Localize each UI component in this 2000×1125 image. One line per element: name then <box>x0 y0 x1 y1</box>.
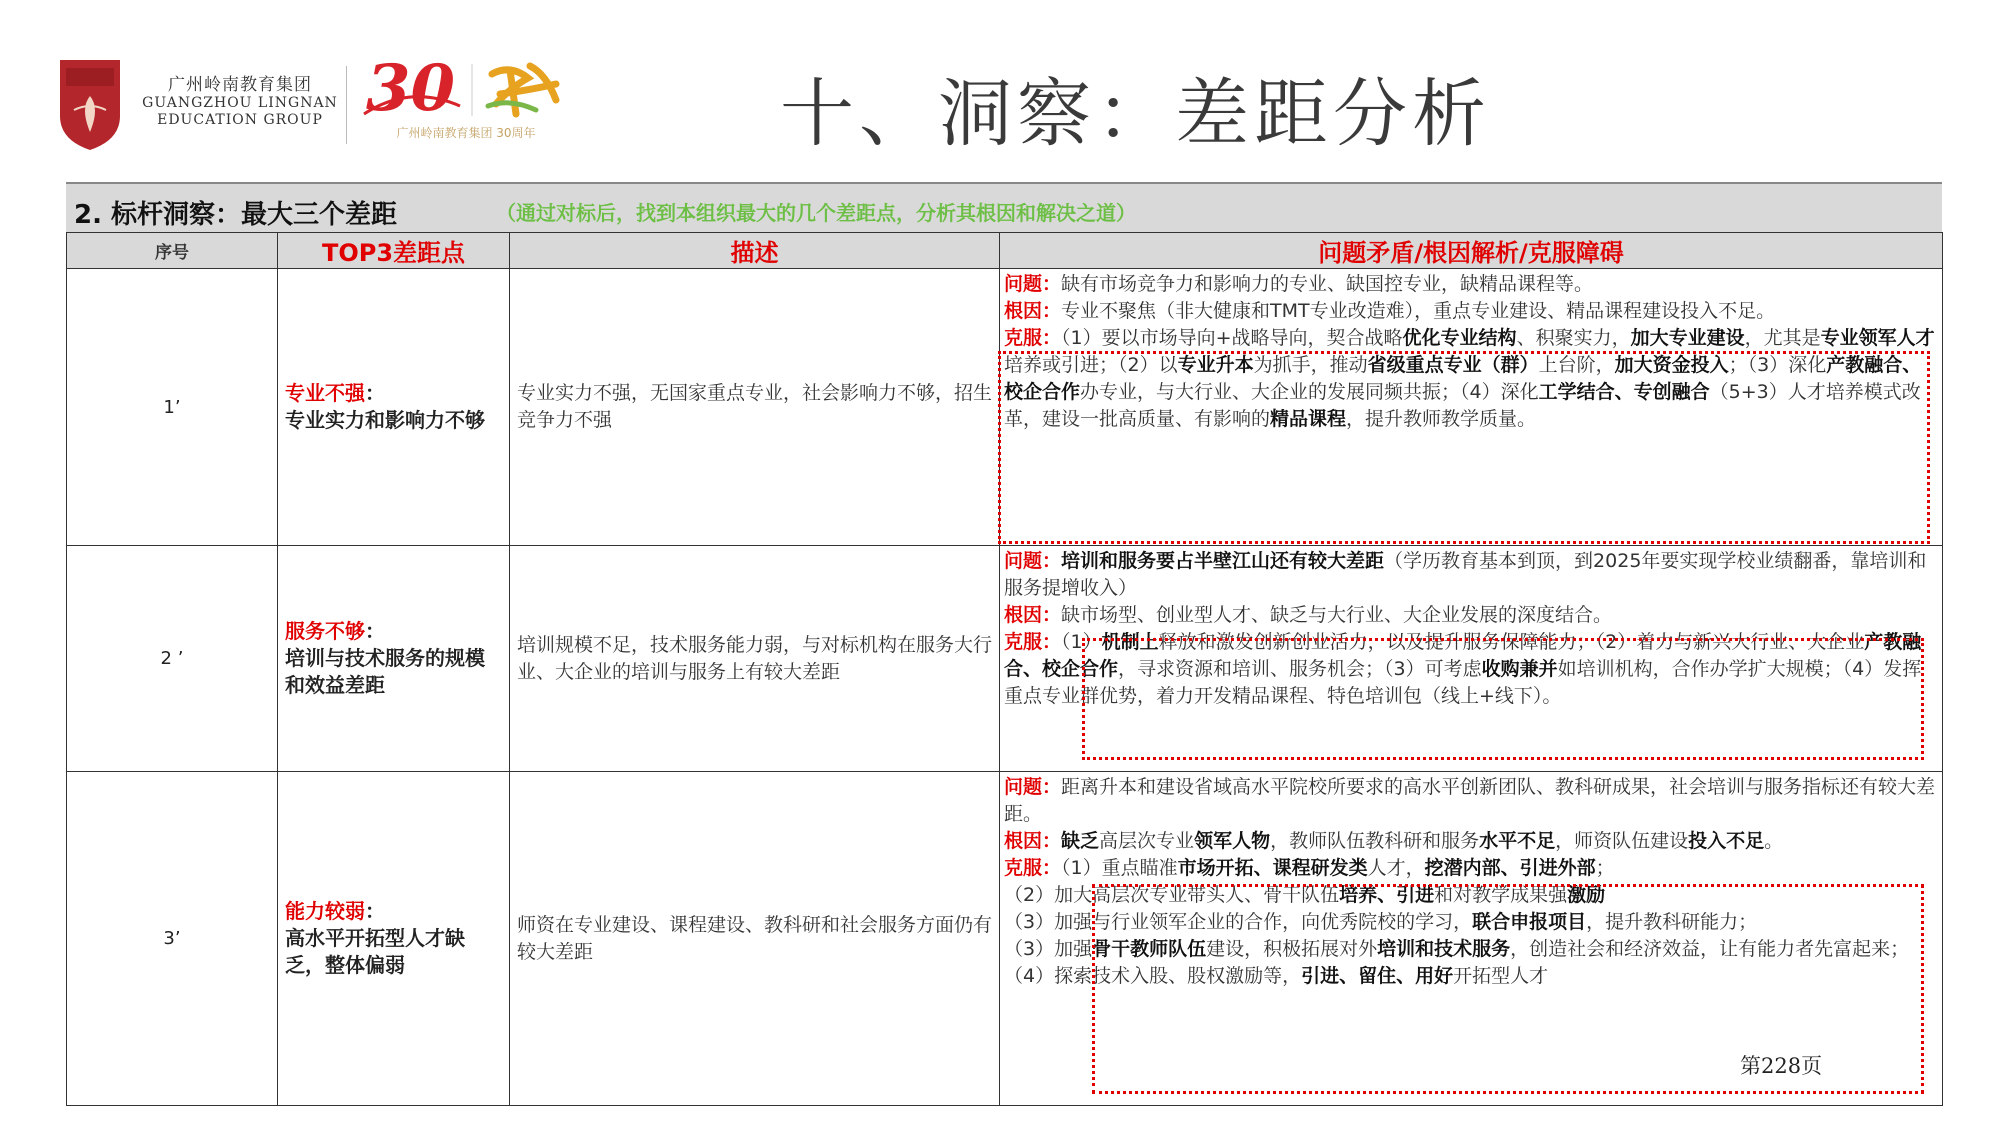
column-header-desc: 描述 <box>510 233 1000 269</box>
table-header-row <box>67 233 1943 269</box>
table-row <box>67 546 1943 772</box>
header-divider <box>346 66 347 144</box>
overcome-line-5: （4）探索技术入股、股权激励等，引进、留住、用好开拓型人才 <box>1004 965 1549 987</box>
lingnan-logo-shield <box>56 56 124 152</box>
gap-label: 能力较弱 <box>285 899 365 923</box>
table-row <box>67 269 1943 546</box>
page-number: 第228页 <box>1740 1054 1823 1078</box>
analysis-cell <box>1000 546 1943 772</box>
gap-table <box>66 232 1943 1106</box>
root-cause-line: 根因：缺市场型、创业型人才、缺乏与大行业、大企业发展的深度结合。 <box>1004 604 1613 626</box>
overcome-line-2: （2）加大高层次专业带头人、骨干队伍培养、引进和对教学成果强激励 <box>1004 884 1606 906</box>
gap-label: 服务不够 <box>285 619 365 643</box>
gap-point-cell <box>278 772 510 1106</box>
section-note: （通过对标后，找到本组织最大的几个差距点，分析其根因和解决之道） <box>496 201 1136 225</box>
problem-line: 问题：缺有市场竞争力和影响力的专业、缺国控专业，缺精品课程等。 <box>1004 273 1594 295</box>
problem-line: 问题：距离升本和建设省域高水平院校所要求的高水平创新团队、教科研成果，社会培训与服务指标还有较大差距。 <box>1004 776 1936 825</box>
root-cause-line: 根因：缺乏高层次专业领军人物，教师队伍教科研和服务水平不足，师资队伍建设投入不足。 <box>1004 830 1784 852</box>
overcome-line: 克服：（1）要以市场导向+战略导向，契合战略优化专业结构、积聚实力，加大专业建设，尤其是专业领军人才培养或引进；（2）以专业升本为抓手，推动省级重点专业（群）上台阶，加大资金投入；（3）深化产教融合、校企合作办专业，与大行业、大企业的发展同频共振；（4）深化工学结合、专创融合（5+3）人才培养模式改革，建设一批高质量、有影响的精品课程，提升教师教学质量。 <box>1004 327 1935 430</box>
row-seq: 1’ <box>67 269 278 546</box>
root-cause-line: 根因：专业不聚焦（非大健康和TMT专业改造难），重点专业建设、精品课程建设投入不足。 <box>1004 300 1776 322</box>
problem-line: 问题：培训和服务要占半壁江山还有较大差距（学历教育基本到顶，到2025年要实现学校业绩翻番，靠培训和服务提增收入） <box>1004 550 1927 599</box>
table-row <box>67 772 1943 1106</box>
brand-name-cn: 广州岭南教育集团 <box>168 75 312 95</box>
description-cell <box>510 772 1000 1106</box>
gap-point: 专业不强： 专业实力和影响力不够 <box>285 381 485 432</box>
overcome-line-3: （3）加强与行业领军企业的合作，向优秀院校的学习，联合申报项目，提升教科研能力； <box>1004 911 1758 933</box>
page-header <box>0 0 2000 180</box>
gap-detail: 高水平开拓型人才缺乏，整体偏弱 <box>285 926 465 977</box>
brand-block <box>140 70 340 129</box>
gap-detail: 专业实力和影响力不够 <box>285 408 485 432</box>
gap-label: 专业不强 <box>285 381 365 405</box>
section-header-bar <box>66 182 1942 232</box>
gap-point: 服务不够： 培训与技术服务的规模和效益差距 <box>285 619 485 697</box>
page-title: 十、洞察：差距分析 <box>780 71 1491 157</box>
gap-description: 师资在专业建设、课程建设、教科研和社会服务方面仍有较大差距 <box>517 913 993 963</box>
gap-description: 专业实力不强，无国家重点专业，社会影响力不够，招生竞争力不强 <box>517 382 993 431</box>
svg-text:30: 30 <box>366 51 456 126</box>
gap-detail: 培训与技术服务的规模和效益差距 <box>285 646 485 697</box>
description-cell <box>510 546 1000 772</box>
gap-description: 培训规模不足，技术服务能力弱，与对标机构在服务大行业、大企业的培训与服务上有较大差距 <box>517 633 993 683</box>
section-title: 2. 标杆洞察：最大三个差距 <box>74 200 398 230</box>
description-cell <box>510 269 1000 546</box>
analysis-cell <box>1000 269 1943 546</box>
column-header-seq: 序号 <box>67 233 278 269</box>
gap-point: 能力较弱： 高水平开拓型人才缺乏，整体偏弱 <box>285 899 465 977</box>
row-seq: 2 ’ <box>67 546 278 772</box>
overcome-line: 克服：（1）机制上释放和激发创新创业活力，以及提升服务保障能力；（2）着力与新兴大行业、大企业产教融合、校企合作，寻求资源和培训、服务机会；（3）可考虑收购兼并如培训机构，合作办学扩大规模；（4）发挥重点专业群优势，着力开发精品课程、特色培训包（线上+线下）。 <box>1004 631 1922 707</box>
overcome-line-4: （3）加强骨干教师队伍建设，积极拓展对外培训和技术服务，创造社会和经济效益，让有能力者先富起来； <box>1004 938 1910 960</box>
brand-name-en-2: EDUCATION GROUP <box>157 112 323 128</box>
brand-name-en-1: GUANGZHOU LINGNAN <box>142 95 338 111</box>
overcome-line: 克服：（1）重点瞄准市场开拓、课程研发类人才，挖潜内部、引进外部； <box>1004 857 1615 879</box>
column-header-top3: TOP3差距点 <box>278 233 510 269</box>
column-header-analysis: 问题矛盾/根因解析/克服障碍 <box>1000 233 1943 269</box>
gap-point-cell <box>278 269 510 546</box>
row-seq: 3’ <box>67 772 278 1106</box>
gap-point-cell <box>278 546 510 772</box>
anniversary-caption: 广州岭南教育集团 30周年 <box>396 126 536 140</box>
